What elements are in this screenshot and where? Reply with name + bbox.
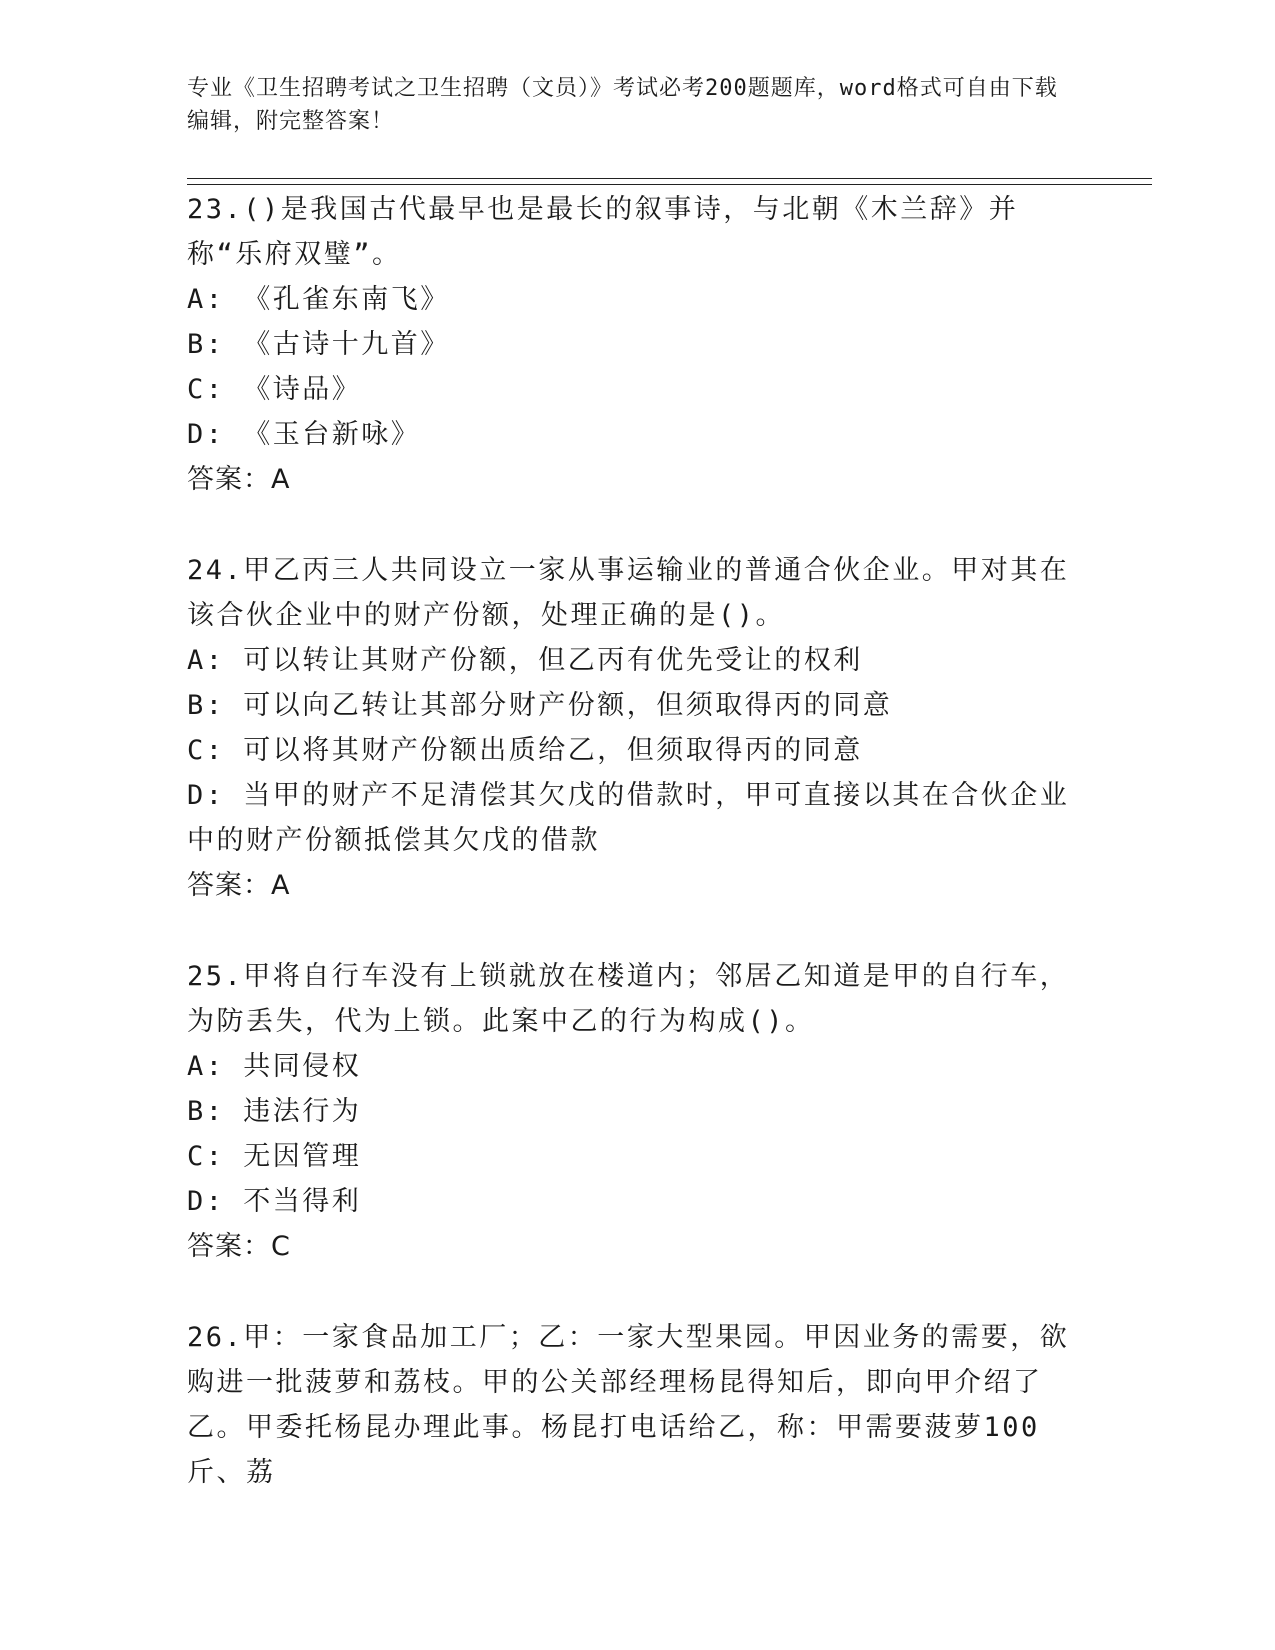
answer: 答案：C (187, 1231, 291, 1262)
option-b: B: 《古诗十九首》 (187, 329, 450, 360)
question-25 (187, 954, 1077, 1269)
option-d: D: 《玉台新咏》 (187, 419, 421, 450)
question-stem: 24.甲乙丙三人共同设立一家从事运输业的普通合伙企业。甲对其在该合伙企业中的财产份额，处理正确的是()。 (187, 555, 1070, 631)
option-c: C: 可以将其财产份额出质给乙，但须取得丙的同意 (187, 735, 863, 766)
header-divider-bottom (187, 184, 1152, 185)
question-24 (187, 548, 1077, 908)
question-stem: 25.甲将自行车没有上锁就放在楼道内；邻居乙知道是甲的自行车，为防丢失，代为上锁。此案中乙的行为构成()。 (187, 961, 1070, 1037)
question-stem: 26.甲：一家食品加工厂；乙：一家大型果园。甲因业务的需要，欲购进一批菠萝和荔枝。甲的公关部经理杨昆得知后，即向甲介绍了乙。甲委托杨昆办理此事。杨昆打电话给乙，称：甲需要菠萝100斤、荔 (187, 1322, 1070, 1488)
option-c: C: 《诗品》 (187, 374, 362, 405)
option-d: D: 当甲的财产不足清偿其欠戊的借款时，甲可直接以其在合伙企业中的财产份额抵偿其欠戊的借款 (187, 780, 1070, 856)
option-d: D: 不当得利 (187, 1186, 362, 1217)
option-a: A: 可以转让其财产份额，但乙丙有优先受让的权利 (187, 645, 863, 676)
option-a: A: 《孔雀东南飞》 (187, 284, 450, 315)
option-b: B: 可以向乙转让其部分财产份额，但须取得丙的同意 (187, 690, 893, 721)
question-list (187, 187, 1077, 1541)
question-26 (187, 1315, 1077, 1495)
header-divider-top (187, 178, 1152, 179)
answer: 答案：A (187, 464, 291, 495)
option-b: B: 违法行为 (187, 1096, 362, 1127)
option-c: C: 无因管理 (187, 1141, 362, 1172)
question-stem: 23.()是我国古代最早也是最长的叙事诗，与北朝《木兰辞》并称“乐府双璧”。 (187, 194, 1019, 270)
question-23 (187, 187, 1077, 502)
answer: 答案：A (187, 870, 291, 901)
option-a: A: 共同侵权 (187, 1051, 362, 1082)
document-header: 专业《卫生招聘考试之卫生招聘（文员）》考试必考200题题库，word格式可自由下载编辑，附完整答案！ (187, 76, 1058, 134)
